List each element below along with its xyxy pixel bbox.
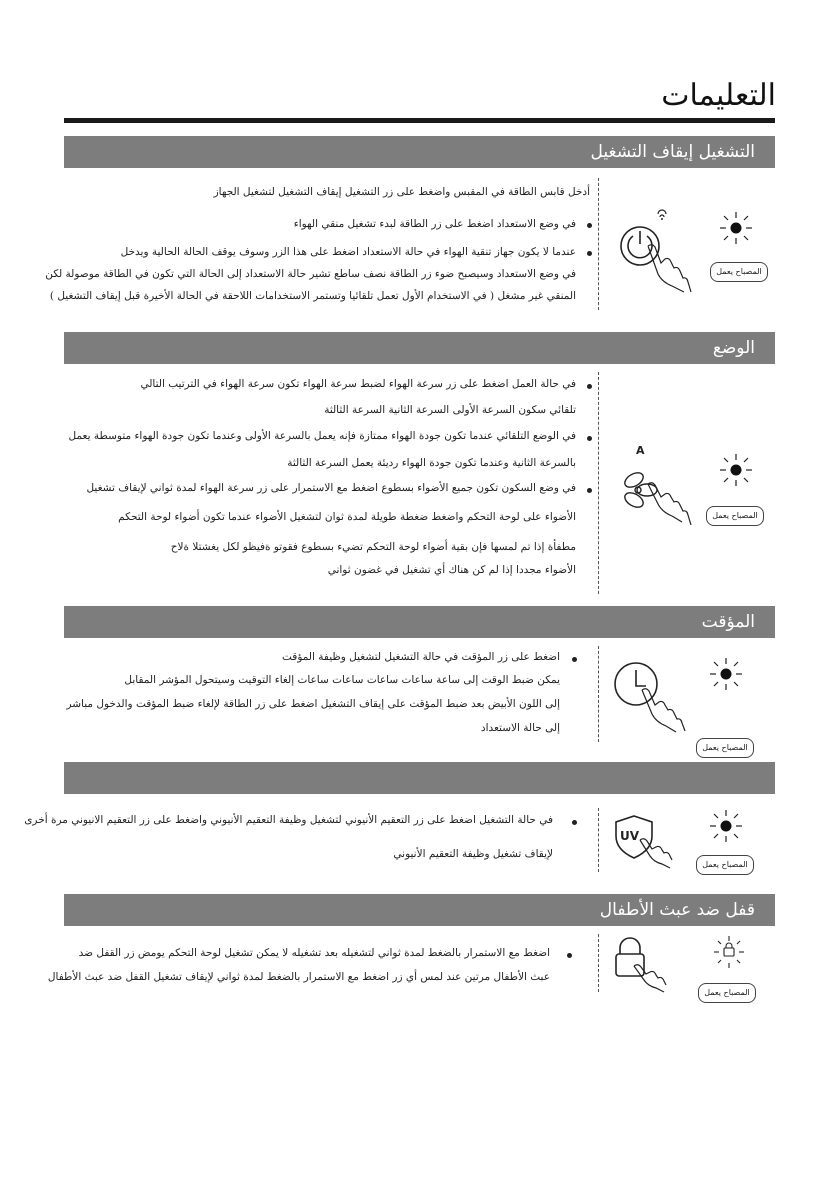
section-heading-timer: المؤقت — [64, 606, 775, 638]
timer-line-3: إلى اللون الأبيض بعد ضبط المؤقت على إيقاف التشغيل اضغط على زر الطاقة لإلغاء ضبط المؤقت والدخول مباشر — [66, 698, 560, 710]
bullet — [587, 251, 592, 256]
section-heading-mode: الوضع — [64, 332, 775, 364]
uv-line-2: لإيقاف تشغيل وظيفة التعقيم الأنيوني — [393, 848, 553, 860]
bullet — [587, 488, 592, 493]
section-heading-uv — [64, 762, 775, 794]
page-title: التعليمات — [661, 78, 776, 113]
timer-line-4: إلى حالة الاستعداد — [480, 722, 560, 734]
light-on-badge: المصباح يعمل — [696, 738, 754, 758]
fan-mode-label: A — [636, 444, 645, 457]
divider — [598, 808, 599, 872]
lock-light-icon — [710, 934, 750, 972]
mode-line-7: مطفأة إذا تم لمسها فإن بقية أضواء لوحة التحكم تضيء بسطوع فقوتو ةفيظو لكل يغشتلا ةلاح — [170, 541, 576, 553]
power-line-2: في وضع الاستعداد اضغط على زر الطاقة لبدء تشغيل منقي الهواء — [293, 218, 576, 230]
bullet — [587, 436, 592, 441]
child-lock-line-1: اضغط مع الاستمرار بالضغط لمدة ثواني لتشغيله بعد تشغيله لا يمكن تشغيل لوحة التحكم يومض زر القفل ضد — [78, 947, 550, 959]
bullet — [572, 820, 577, 825]
bullet — [567, 953, 572, 958]
light-on-icon — [714, 452, 758, 492]
light-on-badge: المصباح يعمل — [706, 506, 764, 526]
mode-line-5: في وضع السكون تكون جميع الأضواء بسطوع اضغط مع الاستمرار على زر سرعة الهواء لمدة ثواني لإيقاف تشغيل — [86, 482, 576, 494]
light-on-badge: المصباح يعمل — [698, 983, 756, 1003]
uv-shield-icon — [612, 810, 692, 880]
power-button-icon — [612, 206, 692, 296]
uv-label: UV — [620, 829, 640, 843]
light-on-badge: المصباح يعمل — [710, 262, 768, 282]
uv-line-1: في حالة التشغيل اضغط على زر التعقيم الأنيوني لتشغيل وظيفة التعقيم الأنيوني واضغط على زر التعقيم الانيوني مرة أخرى — [24, 814, 553, 826]
timer-line-2: يمكن ضبط الوقت إلى ساعة ساعات ساعات ساعات ساعات إلغاء التوقيت وسيتحول المؤشر المقابل — [124, 674, 560, 686]
bullet — [572, 657, 577, 662]
mode-line-2: تلقائي سكون السرعة الأولى السرعة الثانية السرعة الثالثة — [324, 404, 576, 416]
child-lock-icon — [612, 936, 692, 998]
mode-line-4: بالسرعة الثانية وعندما تكون جودة الهواء رديئة يعمل السرعة الثالثة — [287, 457, 576, 469]
power-line-1: أدخل قابس الطاقة في المقبس واضغط على زر التشغيل إيقاف التشغيل لتشغيل الجهاز — [213, 186, 590, 198]
divider — [598, 646, 599, 742]
mode-line-8: الأضواء مجددا إذا لم كن هناك أي تشغيل في غضون ثواني — [327, 564, 576, 576]
fan-mode-icon — [612, 440, 692, 530]
power-line-3: عندما لا يكون جهاز تنقية الهواء في حالة الاستعداد اضغط على هذا الزر وسوف يوقف الحالة الحالية ويدخل — [120, 246, 576, 258]
divider — [598, 934, 599, 992]
light-on-icon — [704, 656, 748, 696]
mode-line-1: في حالة العمل اضغط على زر سرعة الهواء لضبط سرعة الهواء تكون سرعة الهواء في الترتيب التالي — [140, 378, 576, 390]
section-heading-child-lock: قفل ضد عبث الأطفال — [64, 894, 775, 926]
bullet — [587, 384, 592, 389]
timer-clock-icon — [610, 658, 690, 748]
divider — [598, 372, 599, 594]
divider — [598, 178, 599, 310]
timer-line-1: اضغط على زر المؤقت في حالة التشغيل لتشغيل وظيفة المؤقت — [281, 651, 560, 663]
bullet — [587, 223, 592, 228]
mode-line-6: الأضواء على لوحة التحكم واضغط ضغطة طويلة لمدة ثوان لتشغيل الأضواء عندما تكون أضواء لوحة التحكم — [118, 511, 576, 523]
light-on-icon — [704, 808, 748, 848]
light-on-badge: المصباح يعمل — [696, 855, 754, 875]
power-line-5: المنقي غير مشغل ( في الاستخدام الأول تعمل تلقائيا وتستمر الاستخدامات اللاحقة في الحالة الأخيرة قبل إيقاف التشغيل ) — [49, 290, 576, 302]
section-heading-power: التشغيل إيقاف التشغيل — [64, 136, 775, 168]
power-line-4: في وضع الاستعداد وسيصبح ضوء زر الطاقة نصف ساطع تشير حالة الاستعداد إلى الحالة التي تكون في الطاقة موصولة لكن — [45, 268, 576, 280]
title-rule — [64, 118, 775, 123]
mode-line-3: في الوضع التلقائي عندما تكون جودة الهواء ممتازة فإنه يعمل بالسرعة الأولى وعندما تكون جودة الهواء متوسطة يعمل — [68, 430, 576, 442]
child-lock-line-2: عبث الأطفال مرتين عند لمس أي زر اضغط مع الاستمرار بالضغط لمدة ثواني لإيقاف تشغيل القفل ضد عبث الأطفال — [47, 971, 550, 983]
light-on-icon — [714, 210, 758, 250]
